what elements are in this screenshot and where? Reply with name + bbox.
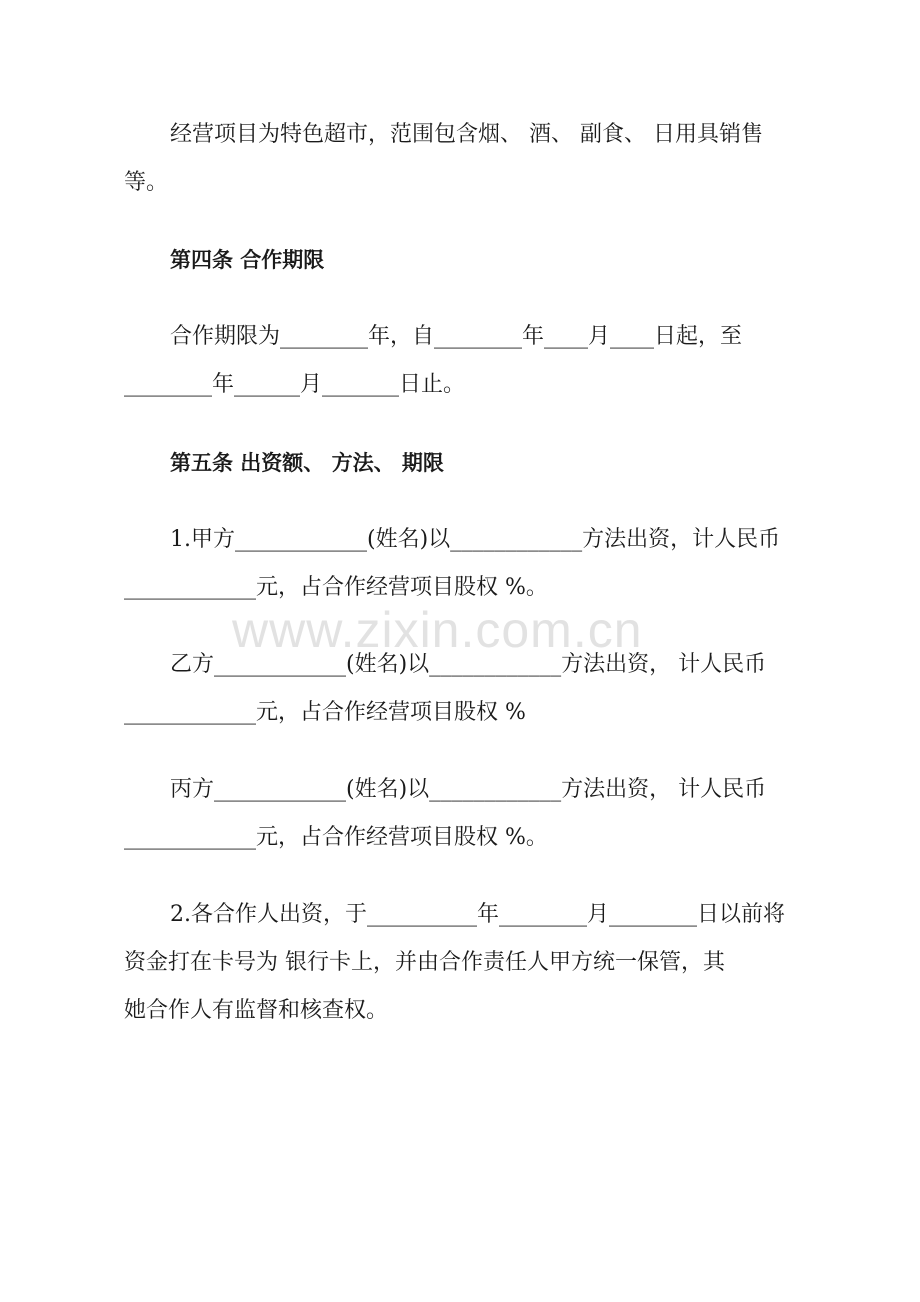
deposit-line-1: 2.各合作人出资，于__________年________月________日以前将 (170, 902, 785, 927)
party-a-line-2: ____________元，占合作经营项目股权 %。 (124, 575, 548, 600)
party-c-line-2: ____________元，占合作经营项目股权 %。 (124, 825, 548, 850)
article-5-heading: 第五条 出资额、 方法、 期限 (170, 451, 444, 475)
party-b-line-1: 乙方____________(姓名)以____________方法出资， 计人民币 (170, 652, 767, 677)
term-line-1: 合作期限为________年，自________年____月____日起，至 (170, 324, 743, 349)
party-c-line-1: 丙方____________(姓名)以____________方法出资， 计人民币 (170, 777, 767, 802)
party-a-line-1: 1.甲方____________(姓名)以____________方法出资，计人民币 (170, 527, 781, 552)
paragraph-scope-line-1: 经营项目为特色超市，范围包含烟、 酒、 副食、 日用具销售 (170, 122, 763, 147)
term-line-2: ________年______月_______日止。 (124, 372, 466, 397)
deposit-line-2: 资金打在卡号为 银行卡上，并由合作责任人甲方统一保管，其 (124, 950, 725, 975)
deposit-line-3: 她合作人有监督和核查权。 (124, 998, 389, 1023)
watermark: www.zixin.com.cn (232, 602, 643, 658)
paragraph-scope-line-2: 等。 (124, 170, 169, 195)
article-4-heading: 第四条 合作期限 (170, 248, 325, 272)
party-b-line-2: ____________元，占合作经营项目股权 % (124, 700, 526, 725)
